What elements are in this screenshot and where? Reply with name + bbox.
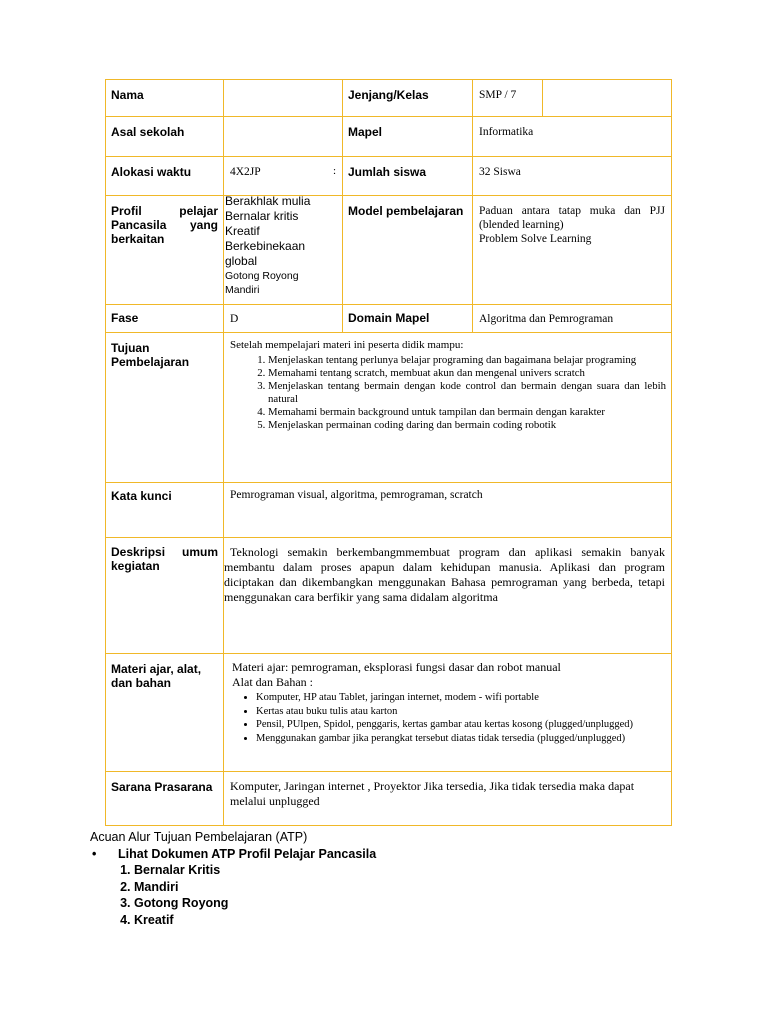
profil-list	[224, 194, 342, 297]
label-profil-pelajar: Profil pelajar Pancasila yang berkaitan	[111, 204, 218, 246]
label-jumlah-siswa: Jumlah siswa	[348, 165, 427, 179]
atp-heading: Acuan Alur Tujuan Pembelajaran (ATP)	[90, 830, 308, 844]
row-deskripsi	[106, 538, 672, 654]
atp-section	[90, 829, 376, 928]
label-asal-sekolah: Asal sekolah	[111, 125, 185, 139]
materi-line: Materi ajar: pemrograman, eksplorasi fungsi dasar dan robot manual	[232, 660, 561, 674]
value-deskripsi: Teknologi semakin berkembangmmembuat program dan aplikasi semakin banyak membantu dalam proses apapun dalam kehidupan manusia. Aplikasi dan program diciptakan dan dikembangkan menggunakan Bahasa pemrograman yang berbeda, tetapi menggunakan cara berfikir yang sama didalam algoritma	[224, 545, 665, 604]
label-nama: Nama	[111, 88, 144, 102]
label-domain-mapel: Domain Mapel	[348, 311, 430, 325]
list-item: 2. Memahami tentang scratch, membuat akun dan mengenal univers scratch	[268, 367, 666, 380]
value-sarana: Komputer, Jaringan internet , Proyektor Jika tersedia, Jika tidak tersedia maka dapat melalui unplugged	[230, 779, 635, 808]
label-sarana: Sarana Prasarana	[111, 780, 213, 794]
profil-item: Gotong Royong	[225, 270, 299, 282]
row-kata-kunci	[106, 483, 672, 538]
list-item: 1. Bernalar Kritis	[134, 862, 376, 879]
profil-item: Mandiri	[225, 284, 260, 296]
model-line: Problem Solve Learning	[479, 233, 592, 245]
label-jenjang-kelas: Jenjang/Kelas	[348, 88, 429, 102]
profil-item: Bernalar kritis	[225, 209, 299, 223]
label-fase: Fase	[111, 311, 139, 325]
value-asal-sekolah	[224, 117, 342, 125]
alat-list	[232, 691, 665, 745]
list-item: 5. Menjelaskan permainan coding daring dan bermain coding robotik	[268, 419, 666, 432]
list-item: • Pensil, PUlpen, Spidol, penggaris, kertas gambar atau kertas kosong (plugged/unplugged)	[256, 718, 665, 732]
row-asal-sekolah	[106, 117, 672, 157]
value-materi	[224, 654, 671, 745]
list-item: 4. Kreatif	[134, 912, 376, 929]
atp-bullet	[90, 846, 376, 863]
model-line: Paduan antara tatap muka dan PJJ (blended learning)	[479, 205, 665, 231]
bullet-icon: •	[92, 846, 97, 861]
list-item: 3. Gotong Royong	[134, 895, 376, 912]
label-kata-kunci: Kata kunci	[111, 489, 172, 503]
list-item: 4. Memahami bermain background untuk tampilan dan bermain dengan karakter	[268, 406, 666, 419]
label-tujuan: Tujuan Pembelajaran	[111, 341, 190, 369]
alat-bahan-heading: Alat dan Bahan :	[232, 675, 313, 689]
list-item: • Menggunakan gambar jika perangkat tersebut diatas tidak tersedia (plugged/unplugged)	[256, 732, 665, 746]
row-tujuan	[106, 333, 672, 483]
row-fase	[106, 305, 672, 333]
label-model-pembelajaran: Model pembelajaran	[348, 204, 464, 218]
tujuan-intro: Setelah mempelajari materi ini peserta didik mampu:	[230, 339, 464, 351]
label-deskripsi: Deskripsi umum kegiatan	[111, 545, 218, 573]
value-jumlah-siswa: 32 Siswa	[479, 166, 521, 178]
value-tujuan	[224, 333, 671, 432]
value-nama	[224, 80, 342, 88]
list-item: 3. Menjelaskan tentang bermain dengan kode control dan bermain dengan suara dan lebih natural	[268, 380, 666, 406]
value-mapel: Informatika	[479, 126, 534, 138]
value-alokasi-waktu: 4X2JP	[230, 166, 261, 178]
value-fase: D	[230, 313, 239, 325]
profil-item: Berakhlak mulia	[225, 194, 311, 208]
label-materi: Materi ajar, alat, dan bahan	[111, 662, 202, 690]
list-item: 1. Menjelaskan tentang perlunya belajar programing dan bagaimana belajar programing	[268, 354, 666, 367]
value-jenjang-kelas: SMP / 7	[479, 89, 517, 101]
document-sheet	[105, 79, 671, 826]
tujuan-list	[230, 354, 666, 432]
row-nama	[106, 80, 672, 117]
label-alokasi-waktu: Alokasi waktu	[111, 165, 192, 179]
profil-item: Berkebinekaan global	[225, 239, 306, 268]
value-model-pembelajaran	[473, 196, 671, 246]
label-mapel: Mapel	[348, 125, 383, 139]
row-sarana	[106, 772, 672, 826]
value-kata-kunci: Pemrograman visual, algoritma, pemrograman, scratch	[230, 489, 483, 501]
row-materi	[106, 654, 672, 772]
list-item: • Kertas atau buku tulis atau karton	[256, 705, 665, 719]
row-alokasi-waktu	[106, 157, 672, 196]
row-profil-pelajar	[106, 196, 672, 305]
atp-bullet-text: Lihat Dokumen ATP Profil Pelajar Pancasila	[118, 846, 377, 861]
profil-item: Kreatif	[225, 224, 260, 238]
cell-divider	[542, 80, 543, 116]
value-domain-mapel: Algoritma dan Pemrograman	[479, 313, 614, 325]
list-item: • Komputer, HP atau Tablet, jaringan internet, modem - wifi portable	[256, 691, 665, 705]
lesson-plan-table	[105, 79, 672, 826]
colon-mark: :	[332, 165, 336, 177]
atp-list	[90, 862, 376, 928]
list-item: 2. Mandiri	[134, 879, 376, 896]
